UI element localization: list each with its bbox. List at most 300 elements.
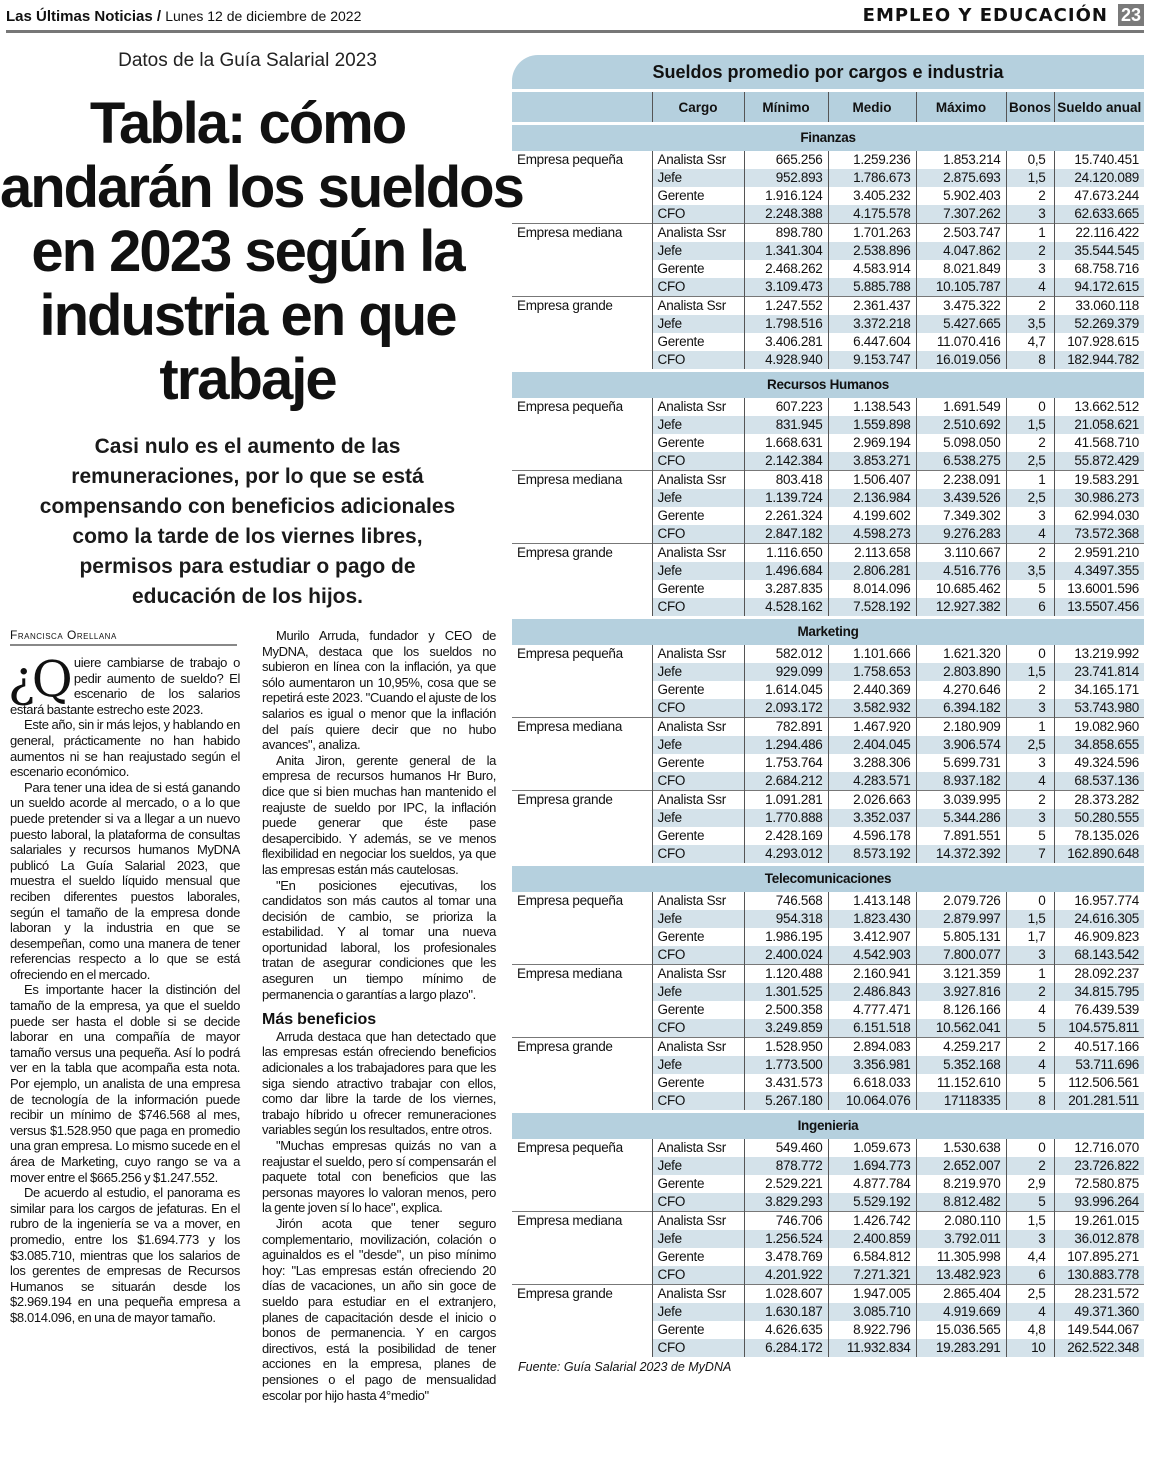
role: CFO bbox=[652, 1092, 744, 1112]
annual-salary: 68.537.136 bbox=[1054, 772, 1144, 791]
headline-line: trabaje bbox=[159, 347, 336, 412]
company-size: Empresa pequeña bbox=[517, 893, 623, 908]
company-size bbox=[512, 507, 652, 525]
min-salary: 878.772 bbox=[744, 1157, 828, 1175]
mid-salary: 6.618.033 bbox=[828, 1074, 916, 1092]
table-row bbox=[512, 434, 1144, 452]
max-salary: 1.621.320 bbox=[916, 645, 1006, 663]
bonus: 2,5 bbox=[1006, 1285, 1054, 1304]
article-paragraph: De acuerdo al estudio, el panorama es similar para los cargos de jefaturas. En el rubro de la ingeniería se va a mover, en promedio, entre los $1.694.773 y los $3.085.710, mientras que los salarios de los gerentes de empresas de Recursos Humanos se situarán desde los $2.969.194 en una pequeña empresa a $8.014.096, en una de mayor tamaño. bbox=[10, 1185, 240, 1325]
min-salary: 4.928.940 bbox=[744, 351, 828, 371]
min-salary: 1.496.684 bbox=[744, 562, 828, 580]
table-row bbox=[512, 809, 1144, 827]
article-paragraph: Para tener una idea de si está ganando un sueldo acorde al mercado, o a lo que puede pretender si va a llegar a un nuevo puesto laboral, la plataforma de consultas salariales y recursos humanos MyDNA publicó La Guía Salarial 2023, que muestra el sueldo líquido mensual que reciben diferentes puestos laborales, según el tamaño de la empresa donde laboran y la industria en que se desempeñan, como una manera de tener referencias respecto a lo que se está ofreciendo en el mercado. bbox=[10, 779, 240, 982]
max-salary: 10.685.462 bbox=[916, 580, 1006, 598]
annual-salary: 36.012.878 bbox=[1054, 1230, 1144, 1248]
min-salary: 2.684.212 bbox=[744, 772, 828, 791]
max-salary: 5.098.050 bbox=[916, 434, 1006, 452]
role: Jefe bbox=[652, 416, 744, 434]
column-header: Medio bbox=[828, 91, 916, 124]
min-salary: 746.568 bbox=[744, 892, 828, 910]
annual-salary: 49.371.360 bbox=[1054, 1303, 1144, 1321]
table-row bbox=[512, 297, 1144, 316]
max-salary: 2.875.693 bbox=[916, 169, 1006, 187]
role: CFO bbox=[652, 772, 744, 791]
annual-salary: 34.165.171 bbox=[1054, 681, 1144, 699]
bonus: 2 bbox=[1006, 681, 1054, 699]
role: CFO bbox=[652, 278, 744, 297]
table-row bbox=[512, 791, 1144, 810]
mid-salary: 4.175.578 bbox=[828, 205, 916, 224]
table-row bbox=[512, 260, 1144, 278]
bonus: 2,5 bbox=[1006, 452, 1054, 471]
bonus: 10 bbox=[1006, 1339, 1054, 1357]
role: Gerente bbox=[652, 754, 744, 772]
mid-salary: 4.777.471 bbox=[828, 1001, 916, 1019]
max-salary: 8.812.482 bbox=[916, 1193, 1006, 1212]
paragraph-text: uiere cambiarse de trabajo o pedir aumento de sueldo? El escenario de los salarios estará bastante estrecho este 2023. bbox=[10, 655, 240, 717]
bonus: 1,5 bbox=[1006, 663, 1054, 681]
article-column-2 bbox=[262, 628, 496, 1403]
min-salary: 4.528.162 bbox=[744, 598, 828, 618]
table-row bbox=[512, 1193, 1144, 1212]
table-row bbox=[512, 471, 1144, 490]
annual-salary: 21.058.621 bbox=[1054, 416, 1144, 434]
mid-salary: 2.486.843 bbox=[828, 983, 916, 1001]
max-salary: 3.121.359 bbox=[916, 965, 1006, 984]
min-salary: 1.341.304 bbox=[744, 242, 828, 260]
bonus: 6 bbox=[1006, 1266, 1054, 1285]
bonus: 1,5 bbox=[1006, 910, 1054, 928]
role: Analista Ssr bbox=[652, 1285, 744, 1304]
company-size bbox=[512, 580, 652, 598]
max-salary: 8.126.166 bbox=[916, 1001, 1006, 1019]
headline-line: andarán los sueldos bbox=[0, 155, 523, 220]
min-salary: 1.091.281 bbox=[744, 791, 828, 810]
company-size bbox=[512, 663, 652, 681]
annual-salary: 24.120.089 bbox=[1054, 169, 1144, 187]
min-salary: 3.109.473 bbox=[744, 278, 828, 297]
annual-salary: 19.082.960 bbox=[1054, 718, 1144, 737]
column-header bbox=[512, 91, 652, 124]
article-deck bbox=[0, 432, 495, 612]
max-salary: 14.372.392 bbox=[916, 845, 1006, 865]
bonus: 5 bbox=[1006, 1074, 1054, 1092]
annual-salary: 15.740.451 bbox=[1054, 151, 1144, 169]
role: Analista Ssr bbox=[652, 151, 744, 169]
role: CFO bbox=[652, 1193, 744, 1212]
mid-salary: 1.467.920 bbox=[828, 718, 916, 737]
company-size bbox=[512, 681, 652, 699]
mid-salary: 4.596.178 bbox=[828, 827, 916, 845]
role: Jefe bbox=[652, 169, 744, 187]
company-size bbox=[512, 452, 652, 471]
table-row bbox=[512, 1285, 1144, 1304]
min-salary: 607.223 bbox=[744, 398, 828, 416]
company-size bbox=[512, 1175, 652, 1193]
max-salary: 4.259.217 bbox=[916, 1038, 1006, 1057]
deck-line: educación de los hijos. bbox=[131, 585, 364, 608]
annual-salary: 34.858.655 bbox=[1054, 736, 1144, 754]
page-number: 23 bbox=[1118, 4, 1144, 26]
article-paragraph bbox=[8, 650, 240, 717]
role: Gerente bbox=[652, 928, 744, 946]
annual-salary: 107.928.615 bbox=[1054, 333, 1144, 351]
headline-line: industria en que bbox=[39, 283, 456, 348]
table-row bbox=[512, 1230, 1144, 1248]
deck-line: remuneraciones, por lo que se está bbox=[71, 465, 424, 488]
role: Gerente bbox=[652, 1175, 744, 1193]
company-size bbox=[512, 946, 652, 965]
annual-salary: 55.872.429 bbox=[1054, 452, 1144, 471]
max-salary: 19.283.291 bbox=[916, 1339, 1006, 1357]
annual-salary: 16.957.774 bbox=[1054, 892, 1144, 910]
annual-salary: 93.996.264 bbox=[1054, 1193, 1144, 1212]
annual-salary: 13.6001.596 bbox=[1054, 580, 1144, 598]
company-size bbox=[512, 827, 652, 845]
table-row bbox=[512, 910, 1144, 928]
company-size bbox=[512, 1193, 652, 1212]
mid-salary: 3.412.907 bbox=[828, 928, 916, 946]
min-salary: 1.916.124 bbox=[744, 187, 828, 205]
table-row bbox=[512, 1056, 1144, 1074]
role: Gerente bbox=[652, 187, 744, 205]
annual-salary: 13.662.512 bbox=[1054, 398, 1144, 416]
mid-salary: 2.969.194 bbox=[828, 434, 916, 452]
min-salary: 5.267.180 bbox=[744, 1092, 828, 1112]
mid-salary: 9.153.747 bbox=[828, 351, 916, 371]
mid-salary: 6.584.812 bbox=[828, 1248, 916, 1266]
max-salary: 1.530.638 bbox=[916, 1139, 1006, 1157]
company-size bbox=[512, 1092, 652, 1112]
min-salary: 2.093.172 bbox=[744, 699, 828, 718]
bonus: 1,7 bbox=[1006, 928, 1054, 946]
bonus: 3 bbox=[1006, 507, 1054, 525]
subheading: Más beneficios bbox=[262, 1011, 377, 1029]
article-column-1 bbox=[8, 650, 240, 1326]
table-row bbox=[512, 351, 1144, 371]
table-row bbox=[512, 1339, 1144, 1357]
company-size: Empresa pequeña bbox=[517, 399, 623, 414]
max-salary: 5.352.168 bbox=[916, 1056, 1006, 1074]
table-row bbox=[512, 333, 1144, 351]
mid-salary: 5.885.788 bbox=[828, 278, 916, 297]
max-salary: 2.079.726 bbox=[916, 892, 1006, 910]
role: Jefe bbox=[652, 1230, 744, 1248]
company-size bbox=[512, 333, 652, 351]
annual-salary: 30.986.273 bbox=[1054, 489, 1144, 507]
annual-salary: 19.583.291 bbox=[1054, 471, 1144, 490]
role: Jefe bbox=[652, 809, 744, 827]
max-salary: 4.516.776 bbox=[916, 562, 1006, 580]
mid-salary: 8.014.096 bbox=[828, 580, 916, 598]
company-size bbox=[512, 351, 652, 371]
company-size bbox=[512, 983, 652, 1001]
company-size bbox=[512, 1056, 652, 1074]
company-size bbox=[512, 489, 652, 507]
company-size bbox=[512, 1230, 652, 1248]
min-salary: 1.247.552 bbox=[744, 297, 828, 316]
company-size bbox=[512, 736, 652, 754]
min-salary: 1.668.631 bbox=[744, 434, 828, 452]
table-row bbox=[512, 845, 1144, 865]
bonus: 4 bbox=[1006, 1303, 1054, 1321]
min-salary: 1.116.650 bbox=[744, 544, 828, 563]
annual-salary: 23.726.822 bbox=[1054, 1157, 1144, 1175]
column-header: Mínimo bbox=[744, 91, 828, 124]
annual-salary: 19.261.015 bbox=[1054, 1212, 1144, 1231]
industry-header-row bbox=[512, 1112, 1144, 1140]
role: Analista Ssr bbox=[652, 224, 744, 243]
table-row bbox=[512, 663, 1144, 681]
table-row bbox=[512, 224, 1144, 243]
article-paragraph: Jirón acota que tener seguro complementario, movilización, colación o aguinaldos es el "desde", un piso mínimo hoy: "Las empresas están ofreciendo 20 días de vacaciones, un año sin goce de sueldo para estudiar en el extranjero, planes de capacitación desde el inicio o bonos de permanencia. Y en cargos directivos, está la posibilidad de tener acciones en la empresa, planes de pensiones o el pago de mensualidad escolar por hijo hasta 4°medio" bbox=[262, 1215, 496, 1403]
max-salary: 7.349.302 bbox=[916, 507, 1006, 525]
max-salary: 4.270.646 bbox=[916, 681, 1006, 699]
max-salary: 3.927.816 bbox=[916, 983, 1006, 1001]
role: CFO bbox=[652, 946, 744, 965]
role: CFO bbox=[652, 1266, 744, 1285]
article-paragraph: Es importante hacer la distinción del tamaño de la empresa, ya que el sueldo puede ser hasta el doble si se decide laborar en una compañía de mayor tamaño versus una pequeña. Así lo podrá ver en la tabla que acompaña esta nota. Por ejemplo, un analista de una empresa de tecnología de la información puede recibir un mínimo de $746.568 al mes, versus $1.528.950 que paga en promedio una gran empresa. Lo mismo sucede en el área de Marketing, cuyo rango se va a mover entre el $665.256 y $1.247.552. bbox=[10, 982, 240, 1185]
mid-salary: 4.877.784 bbox=[828, 1175, 916, 1193]
role: Gerente bbox=[652, 333, 744, 351]
bonus: 2 bbox=[1006, 1038, 1054, 1057]
table-row bbox=[512, 1175, 1144, 1193]
max-salary: 13.482.923 bbox=[916, 1266, 1006, 1285]
company-size: Empresa mediana bbox=[512, 718, 652, 737]
role: Analista Ssr bbox=[652, 1212, 744, 1231]
table-row bbox=[512, 1248, 1144, 1266]
company-size bbox=[512, 1303, 652, 1321]
company-size bbox=[512, 1248, 652, 1266]
company-size: Empresa grande bbox=[512, 544, 652, 563]
bonus: 5 bbox=[1006, 1193, 1054, 1212]
max-salary: 2.510.692 bbox=[916, 416, 1006, 434]
min-salary: 1.028.607 bbox=[744, 1285, 828, 1304]
mid-salary: 2.400.859 bbox=[828, 1230, 916, 1248]
min-salary: 6.284.172 bbox=[744, 1339, 828, 1357]
mid-salary: 1.506.407 bbox=[828, 471, 916, 490]
annual-salary: 24.616.305 bbox=[1054, 910, 1144, 928]
company-size bbox=[512, 910, 652, 928]
min-salary: 2.529.221 bbox=[744, 1175, 828, 1193]
table-row bbox=[512, 278, 1144, 297]
annual-salary: 94.172.615 bbox=[1054, 278, 1144, 297]
max-salary: 7.891.551 bbox=[916, 827, 1006, 845]
industry-header-row bbox=[512, 865, 1144, 893]
annual-salary: 68.758.716 bbox=[1054, 260, 1144, 278]
industry-header-row bbox=[512, 124, 1144, 152]
company-size bbox=[512, 278, 652, 297]
table-row bbox=[512, 315, 1144, 333]
company-size bbox=[512, 562, 652, 580]
mid-salary: 3.085.710 bbox=[828, 1303, 916, 1321]
max-salary: 16.019.056 bbox=[916, 351, 1006, 371]
bonus: 3 bbox=[1006, 260, 1054, 278]
section-title: EMPLEO Y EDUCACIÓN bbox=[862, 4, 1108, 26]
article-kicker: Datos de la Guía Salarial 2023 bbox=[118, 50, 377, 71]
mid-salary: 2.136.984 bbox=[828, 489, 916, 507]
article-paragraph: "Muchas empresas quizás no van a reajustar el sueldo, pero sí compensarán el paquete total con beneficios que las personas mayores lo valoran menos, pero la gente joven sí lo hace", explica. bbox=[262, 1138, 496, 1216]
bonus: 2 bbox=[1006, 791, 1054, 810]
role: Gerente bbox=[652, 681, 744, 699]
min-salary: 3.287.835 bbox=[744, 580, 828, 598]
bonus: 2 bbox=[1006, 1157, 1054, 1175]
annual-salary: 78.135.026 bbox=[1054, 827, 1144, 845]
role: Jefe bbox=[652, 562, 744, 580]
min-salary: 1.120.488 bbox=[744, 965, 828, 984]
min-salary: 1.294.486 bbox=[744, 736, 828, 754]
table-row bbox=[512, 598, 1144, 618]
company-size bbox=[512, 205, 652, 224]
bonus: 0 bbox=[1006, 892, 1054, 910]
max-salary: 15.036.565 bbox=[916, 1321, 1006, 1339]
role: Jefe bbox=[652, 910, 744, 928]
annual-salary: 12.716.070 bbox=[1054, 1139, 1144, 1157]
table-row bbox=[512, 645, 1144, 663]
min-salary: 1.256.524 bbox=[744, 1230, 828, 1248]
max-salary: 3.439.526 bbox=[916, 489, 1006, 507]
mid-salary: 4.283.571 bbox=[828, 772, 916, 791]
table-row bbox=[512, 946, 1144, 965]
company-size bbox=[512, 434, 652, 452]
mid-salary: 2.894.083 bbox=[828, 1038, 916, 1057]
mid-salary: 1.947.005 bbox=[828, 1285, 916, 1304]
min-salary: 3.478.769 bbox=[744, 1248, 828, 1266]
deck-line: permisos para estudiar o pago de bbox=[79, 555, 416, 578]
mid-salary: 7.528.192 bbox=[828, 598, 916, 618]
annual-salary: 112.506.561 bbox=[1054, 1074, 1144, 1092]
company-size: Empresa pequeña bbox=[517, 646, 623, 661]
company-size bbox=[512, 187, 652, 205]
max-salary: 5.699.731 bbox=[916, 754, 1006, 772]
annual-salary: 182.944.782 bbox=[1054, 351, 1144, 371]
mid-salary: 10.064.076 bbox=[828, 1092, 916, 1112]
min-salary: 4.626.635 bbox=[744, 1321, 828, 1339]
mid-salary: 2.026.663 bbox=[828, 791, 916, 810]
table-row bbox=[512, 1212, 1144, 1231]
role: CFO bbox=[652, 1019, 744, 1038]
max-salary: 5.427.665 bbox=[916, 315, 1006, 333]
company-size bbox=[512, 772, 652, 791]
table-row bbox=[512, 1139, 1144, 1157]
mid-salary: 6.447.604 bbox=[828, 333, 916, 351]
company-size bbox=[512, 1074, 652, 1092]
annual-salary: 72.580.875 bbox=[1054, 1175, 1144, 1193]
article-paragraph: Arruda destaca que han detectado que las empresas están ofreciendo beneficios adicionales a los trabajadores para que les siga siendo atractivo trabajar con ellos, como dar libre la tarde de los viernes, trabajo híbrido u ofrecer remuneraciones variables según los resultados, entre otros. bbox=[262, 1028, 496, 1138]
max-salary: 11.070.416 bbox=[916, 333, 1006, 351]
table-row bbox=[512, 892, 1144, 910]
bonus: 1 bbox=[1006, 718, 1054, 737]
article-paragraph: Murilo Arruda, fundador y CEO de MyDNA, destaca que los sueldos no subieron en línea con la inflación, ya que sólo aumentaron un 10,95%, cosa que se repetirá este 2023. "Cuando el ajuste de los salarios es igual o menor que la inflación del país quiere decir que no hubo avances", analiza. bbox=[262, 628, 496, 753]
mid-salary: 1.559.898 bbox=[828, 416, 916, 434]
bonus: 5 bbox=[1006, 580, 1054, 598]
min-salary: 1.139.724 bbox=[744, 489, 828, 507]
max-salary: 6.538.275 bbox=[916, 452, 1006, 471]
bonus: 2 bbox=[1006, 544, 1054, 563]
table-row bbox=[512, 772, 1144, 791]
role: CFO bbox=[652, 452, 744, 471]
mid-salary: 2.361.437 bbox=[828, 297, 916, 316]
table-row bbox=[512, 1074, 1144, 1092]
salary-table-panel bbox=[512, 55, 1144, 1374]
table-row bbox=[512, 736, 1144, 754]
mid-salary: 8.922.796 bbox=[828, 1321, 916, 1339]
company-size: Empresa grande bbox=[512, 297, 652, 316]
min-salary: 2.428.169 bbox=[744, 827, 828, 845]
min-salary: 2.500.358 bbox=[744, 1001, 828, 1019]
bonus: 0,5 bbox=[1006, 151, 1054, 169]
min-salary: 1.770.888 bbox=[744, 809, 828, 827]
table-row bbox=[512, 699, 1144, 718]
company-size bbox=[512, 1266, 652, 1285]
company-size: Empresa pequeña bbox=[517, 152, 623, 167]
table-row bbox=[512, 681, 1144, 699]
mid-salary: 1.701.263 bbox=[828, 224, 916, 243]
role: Jefe bbox=[652, 242, 744, 260]
role: Analista Ssr bbox=[652, 965, 744, 984]
max-salary: 2.503.747 bbox=[916, 224, 1006, 243]
min-salary: 803.418 bbox=[744, 471, 828, 490]
mid-salary: 2.113.658 bbox=[828, 544, 916, 563]
bonus: 0 bbox=[1006, 1139, 1054, 1157]
max-salary: 7.307.262 bbox=[916, 205, 1006, 224]
role: CFO bbox=[652, 351, 744, 371]
annual-salary: 50.280.555 bbox=[1054, 809, 1144, 827]
company-size: Empresa grande bbox=[512, 1285, 652, 1304]
role: Analista Ssr bbox=[652, 718, 744, 737]
bonus: 2 bbox=[1006, 242, 1054, 260]
table-row bbox=[512, 1266, 1144, 1285]
company-size bbox=[512, 416, 652, 434]
annual-salary: 49.324.596 bbox=[1054, 754, 1144, 772]
deck-line: compensando con beneficios adicionales bbox=[39, 495, 456, 518]
annual-salary: 4.3497.355 bbox=[1054, 562, 1144, 580]
max-salary: 2.652.007 bbox=[916, 1157, 1006, 1175]
max-salary: 3.039.995 bbox=[916, 791, 1006, 810]
mid-salary: 1.426.742 bbox=[828, 1212, 916, 1231]
table-row bbox=[512, 580, 1144, 598]
role: CFO bbox=[652, 205, 744, 224]
mid-salary: 1.413.148 bbox=[828, 892, 916, 910]
drop-cap: ¿Q bbox=[8, 650, 70, 708]
min-salary: 1.986.195 bbox=[744, 928, 828, 946]
max-salary: 17118335 bbox=[916, 1092, 1006, 1112]
column-header: Cargo bbox=[652, 91, 744, 124]
company-size: Empresa grande bbox=[512, 1038, 652, 1057]
company-size: Empresa mediana bbox=[512, 471, 652, 490]
annual-salary: 201.281.511 bbox=[1054, 1092, 1144, 1112]
min-salary: 746.706 bbox=[744, 1212, 828, 1231]
bonus: 2 bbox=[1006, 983, 1054, 1001]
table-row bbox=[512, 1321, 1144, 1339]
table-row bbox=[512, 754, 1144, 772]
role: Analista Ssr bbox=[652, 892, 744, 910]
deck-line: como la tarde de los viernes libres, bbox=[72, 525, 423, 548]
mid-salary: 2.538.896 bbox=[828, 242, 916, 260]
table-row bbox=[512, 718, 1144, 737]
bonus: 1,5 bbox=[1006, 416, 1054, 434]
table-source: Fuente: Guía Salarial 2023 de MyDNA bbox=[518, 1360, 732, 1374]
mid-salary: 1.138.543 bbox=[828, 398, 916, 416]
company-size: Empresa mediana bbox=[512, 965, 652, 984]
role: Analista Ssr bbox=[652, 791, 744, 810]
min-salary: 2.142.384 bbox=[744, 452, 828, 471]
table-row bbox=[512, 1303, 1144, 1321]
bonus: 7 bbox=[1006, 845, 1054, 865]
mid-salary: 3.356.981 bbox=[828, 1056, 916, 1074]
table-row bbox=[512, 1038, 1144, 1057]
